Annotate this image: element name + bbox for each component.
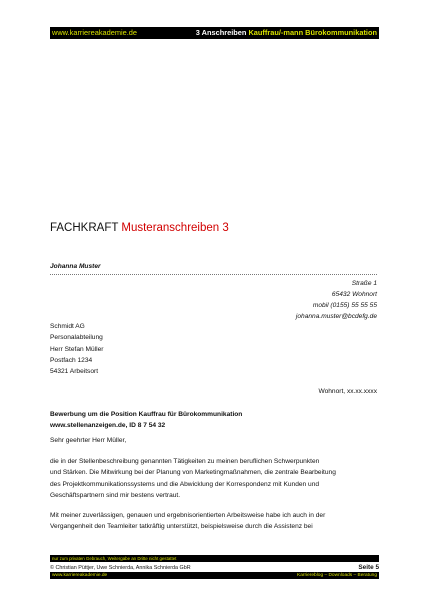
footer-info: [50, 563, 379, 572]
sender-divider: [50, 274, 377, 275]
paragraph-2: [50, 510, 380, 533]
subject-line: Bewerbung um die Position Kauffrau für Bürokommunikation: [50, 411, 243, 418]
header-title: [196, 27, 379, 39]
sender-phone: mobil (0155) 55 55 55: [312, 302, 377, 309]
sender-address: [296, 278, 377, 322]
subject: [50, 409, 242, 431]
recipient-city: 54321 Arbeitsort: [50, 368, 99, 376]
subject-reference: www.stellenanzeigen.de, ID 8 7 54 32: [50, 422, 166, 429]
footer-copyright: © Christian Püttjer, Uwe Schnierda, Annika Schnierda GbR: [50, 564, 191, 571]
recipient-pobox: Postfach 1234: [50, 356, 93, 364]
document-title-accent: Musteranschreiben 3: [121, 222, 229, 234]
header-bar: [50, 27, 379, 39]
paragraph-line: die in der Stellenbeschreibung genannten Tätigkeiten zu meinen beruflichen Schwerpunkten: [50, 458, 320, 465]
paragraph-line: Mit meiner zuverlässigen, genauen und ergebnisorientierten Arbeitsweise habe ich auch in der: [50, 512, 326, 519]
paragraph-line: Geschäftspartnern sind mir bestens vertraut.: [50, 491, 181, 499]
recipient-company: Schmidt AG: [50, 323, 85, 330]
paragraph-line: Vergangenheit den Teamleiter tatkräftig unterstützt, beispielsweise durch die Assistenz bei: [50, 523, 313, 531]
sender-email[interactable]: johanna.muster@bcdefg.de: [295, 313, 377, 320]
footer-link-bar: [50, 572, 379, 579]
salutation: Sehr geehrter Herr Müller,: [50, 437, 127, 444]
page-number: Seite 5: [358, 564, 379, 571]
footer-site-link[interactable]: www.karriereakademie.de: [52, 573, 108, 578]
document-title: [50, 222, 229, 234]
sender-street: Straße 1: [351, 280, 377, 287]
footer-breadcrumb[interactable]: Karriereblog – Downloads – Beratung: [297, 573, 377, 578]
recipient-department: Personalabteilung: [50, 334, 103, 342]
sender-city: 65432 Wohnort: [331, 291, 377, 298]
header-site-link[interactable]: www.karriereakademie.de: [52, 28, 138, 37]
document-title-plain: FACHKRAFT: [50, 222, 119, 234]
paragraph-line: des Projektkommunikationssystems und die Abwicklung der Korrespondenz mit Kunden und: [50, 480, 320, 488]
paragraph-line: und Stärken. Die Mitwirkung bei der Planung von Marketingmaßnahmen, die zentrale Bearbeitung: [50, 469, 336, 477]
footer-notice-bar: [50, 555, 379, 562]
header-title-highlight: Kauffrau/-mann Bürokommunikation: [248, 28, 377, 37]
recipient-person: Herr Stefan Müller: [50, 345, 104, 353]
sender-name: Johanna Muster: [50, 263, 101, 270]
footer-notice: nur zum privaten Gebrauch, Weitergabe an Dritte nicht gestattet: [52, 556, 177, 561]
header-title-prefix: 3 Anschreiben: [195, 28, 247, 37]
date-line: Wohnort, xx.xx.xxxx: [318, 388, 377, 395]
paragraph-1: [50, 456, 380, 501]
recipient-address: [50, 321, 104, 377]
